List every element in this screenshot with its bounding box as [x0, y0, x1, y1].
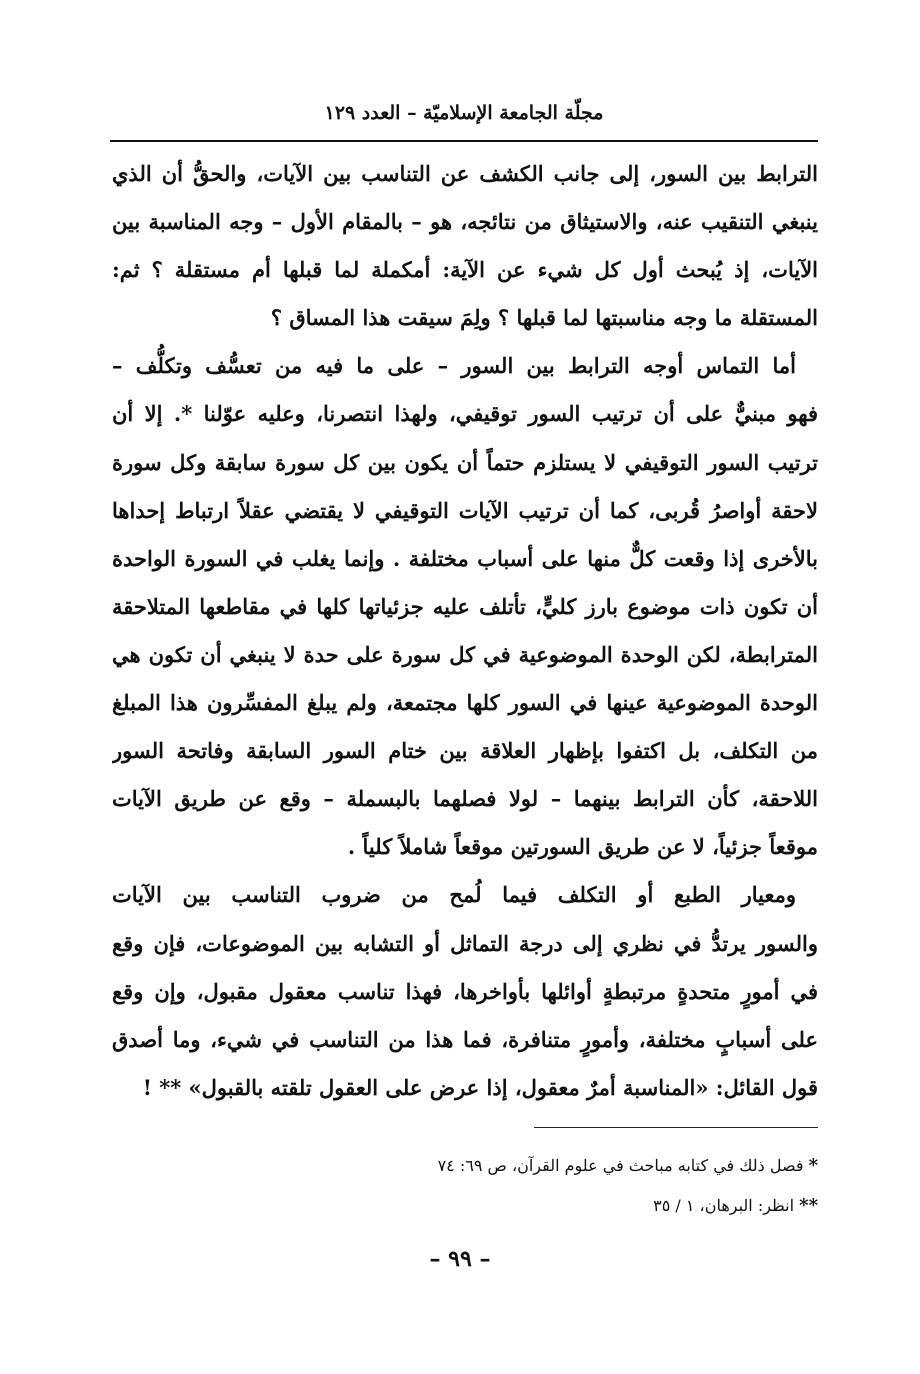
footnote-1	[300, 1146, 818, 1186]
text-line: المستقلة ما وجه مناسبتها لما قبلها ؟ ولِمَ سيقت هذا المساق ؟	[270, 305, 818, 331]
text-line: فهو مبنيٌّ على أن ترتيب السور توقيفي، ولهذا انتصرنا، وعليه عوّلنا *. إلا أن	[112, 401, 818, 427]
text-line: اللاحقة، كأن الترابط بينهما – لولا فصلهما بالبسملة – وقع عن طريق الآيات	[112, 786, 818, 812]
text-line: والسور يرتدُّ في نظري إلى درجة التماثل أو التشابه بين الموضوعات، فإن وقع	[112, 930, 818, 956]
text-line: ومعيار الطبع أو التكلف فيما لُمح من ضروب التناسب بين الآيات	[112, 882, 796, 908]
footnote-marker: *	[808, 1155, 818, 1176]
text-line: على أسبابٍ مختلفة، وأمورٍ متنافرة، فما هذا من التناسب في شيء، وما أصدق	[112, 1026, 818, 1052]
text-line: أن تكون ذات موضوع بارز كليٍّ، تأتلف عليه جزئياتها كلها في مقاطعها المتلاحقة	[112, 593, 818, 619]
footnote-text: انظر: البرهان، ١ / ٣٥	[653, 1196, 795, 1215]
text-line: في أمورٍ متحدةٍ مرتبطةٍ أوائلها بأواخرها، فهذا تناسب معقول مقبول، وإن وقع	[112, 978, 818, 1004]
text-line: من التكلف، بل اكتفوا بإظهار العلاقة بين ختام السور السابقة وفاتحة السور	[112, 738, 818, 764]
footnote-marker: **	[799, 1195, 818, 1216]
text-line: الآيات، إذ يُبحث أول كل شيء عن الآية: أمكملة لما قبلها أم مستقلة ؟ ثم:	[112, 257, 818, 283]
footnote-text: فصل ذلك في كتابه مباحث في علوم القرآن، ص ٦٩: ٧٤	[437, 1156, 804, 1175]
text-line: الترابط بين السور، إلى جانب الكشف عن التناسب بين الآيات، والحقُّ أن الذي	[112, 161, 818, 186]
main-text	[112, 150, 818, 1112]
footnotes	[300, 1146, 818, 1226]
running-header: مجلّة الجامعة الإسلاميّة – العدد ١٢٩	[324, 102, 604, 124]
footnote-2	[300, 1186, 818, 1226]
text-line: أما التماس أوجه الترابط بين السور – على ما فيه من تعسُّف وتكلُّف –	[112, 353, 796, 379]
text-line: بالأخرى إذا وقعت كلٌّ منها على أسباب مختلفة . وإنما يغلب في السورة الواحدة	[112, 545, 818, 571]
page-number: – ٩٩ –	[429, 1246, 491, 1272]
header-divider	[110, 140, 818, 142]
text-line: ينبغي التنقيب عنه، والاستيثاق من نتائجه، هو – بالمقام الأول – وجه المناسبة بين	[112, 209, 818, 235]
text-line: لاحقة أواصرُ قُربى، كما أن ترتيب الآيات التوقيفي لا يقتضي عقلاً ارتباط إحداها	[112, 497, 818, 523]
text-line: المترابطة، لكن الوحدة الموضوعية في كل سورة على حدة لا ينبغي أن تكون هي	[112, 641, 818, 667]
text-line: قول القائل: «المناسبة أمرٌ معقول، إذا عرض على العقول تلقته بالقبول» ** !	[142, 1074, 818, 1100]
footnote-divider	[534, 1127, 818, 1128]
text-line: ترتيب السور التوقيفي لا يستلزم حتماً أن يكون بين كل سورة سابقة وكل سورة	[112, 449, 818, 475]
text-line: الوحدة الموضوعية عينها في السور كلها مجتمعة، ولم يبلغ المفسِّرون هذا المبلغ	[112, 690, 818, 716]
text-line: موقعاً جزئياً، لا عن طريق السورتين موقعاً شاملاً كلياً .	[347, 834, 818, 860]
